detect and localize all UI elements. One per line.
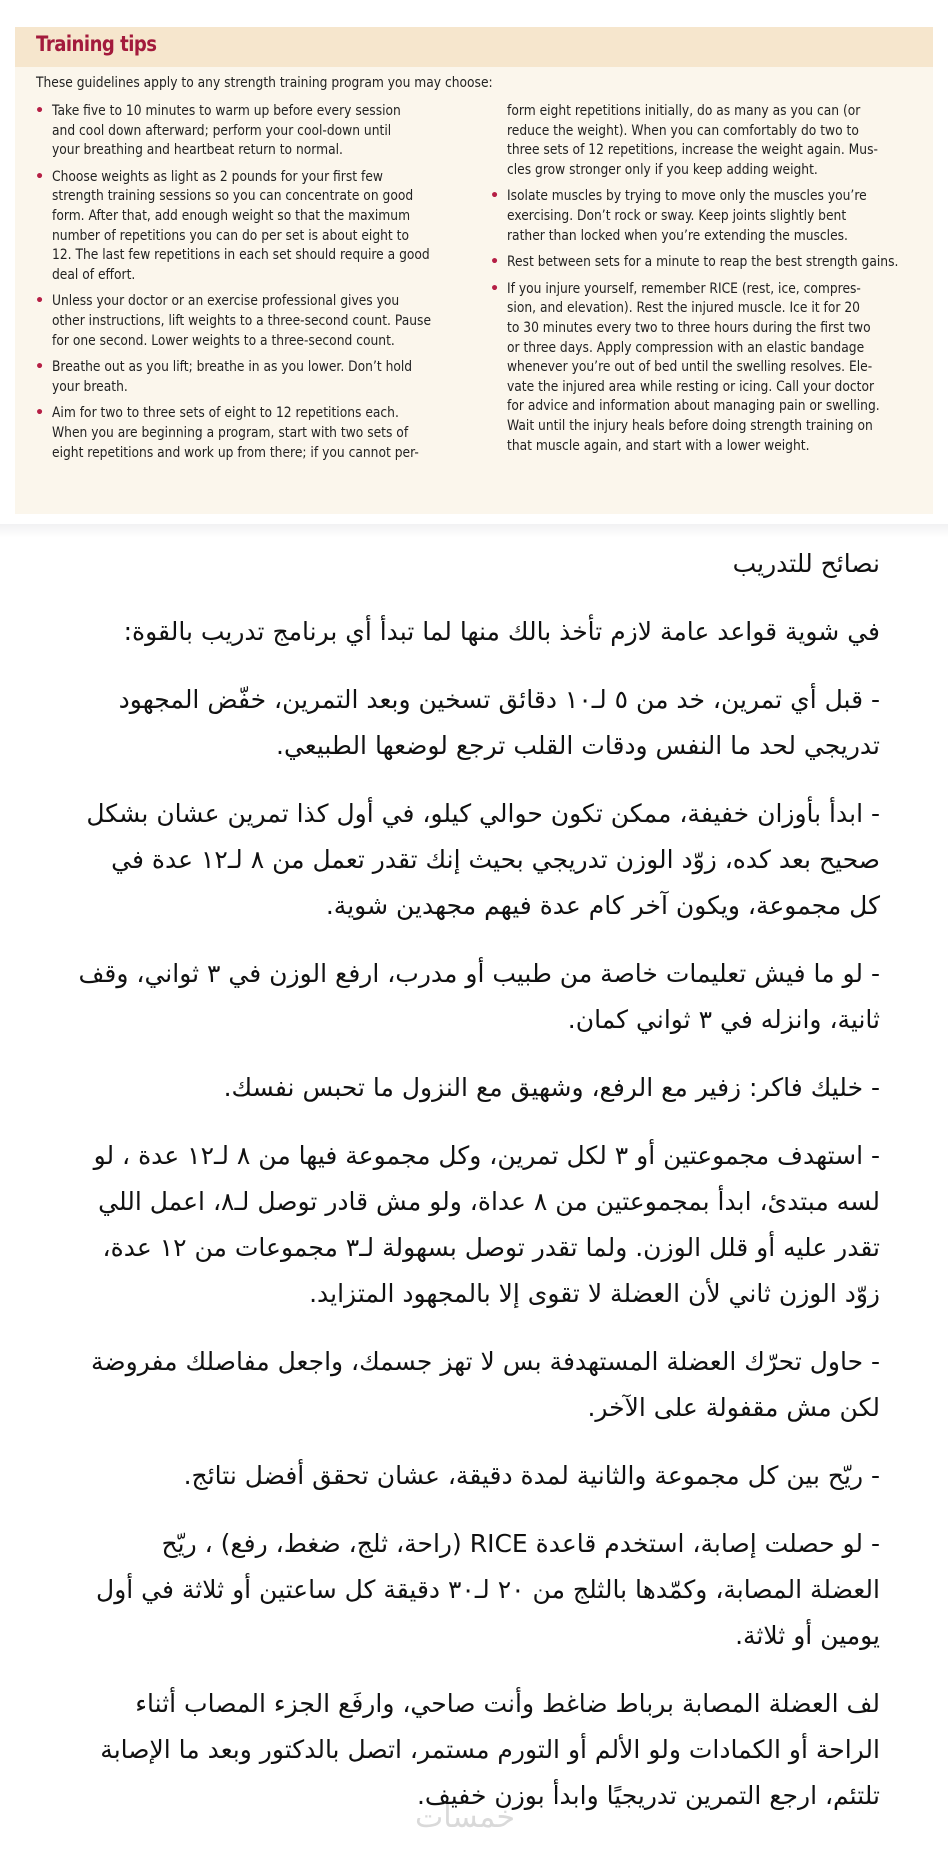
arabic-paragraph: [50, 1681, 880, 1819]
tip-line: sion, and elevation). Rest the injured muscle. Ice it for 20: [507, 300, 860, 317]
arabic-translation: [50, 541, 880, 1841]
bullet-icon: •: [490, 280, 500, 297]
tip-item: [488, 102, 932, 180]
tip-text: [52, 358, 476, 397]
tip-line: Aim for two to three sets of eight to 12 repetitions each.: [52, 405, 399, 422]
tip-line: Rest between sets for a minute to reap the best strength gains.: [507, 254, 899, 271]
tip-item: [488, 187, 932, 246]
arabic-line: تلتئم، ارجع التمرين تدريجيًا وابدأ بوزن خفيف.: [416, 1781, 880, 1810]
arabic-line: - استهدف مجموعتين أو ٣ لكل تمرين، وكل مجموعة فيها من ٨ لـ١٢ عدة ، لو: [93, 1141, 880, 1170]
tip-line: Unless your doctor or an exercise professional gives you: [52, 293, 400, 310]
tip-line: whenever you’re out of bed until the swelling resolves. Ele-: [507, 359, 873, 376]
tip-line: for advice and information about managing pain or swelling.: [507, 398, 880, 415]
tip-text: [52, 102, 476, 161]
tip-line: vate the injured area while resting or icing. Call your doctor: [507, 378, 875, 395]
arabic-line: زوّد الوزن ثاني لأن العضلة لا تقوى إلا بالمجهود المتزايد.: [309, 1279, 880, 1308]
arabic-line: كل مجموعة، ويكون آخر كام عدة فيهم مجهدين شوية.: [325, 891, 880, 920]
tip-line: cles grow stronger only if you keep adding weight.: [507, 161, 818, 178]
tip-line: for one second. Lower weights to a three-second count.: [52, 332, 395, 349]
tip-line: strength training sessions so you can concentrate on good: [52, 188, 414, 205]
tip-item: [33, 404, 477, 463]
arabic-line: ثانية، وانزله في ٣ ثواني كمان.: [567, 1005, 880, 1034]
arabic-line: صحيح بعد كده، زوّد الوزن تدريجي بحيث إنك تقدر تعمل من ٨ لـ١٢ عدة في: [111, 845, 880, 874]
right-column: [488, 102, 932, 463]
tip-line: If you injure yourself, remember RICE (rest, ice, compres-: [507, 280, 861, 297]
tip-line: 12. The last few repetitions in each set should require a good: [52, 247, 430, 264]
arabic-paragraph: [50, 1133, 880, 1317]
arabic-paragraph: [50, 951, 880, 1043]
arabic-line: لف العضلة المصابة برباط ضاغط وأنت صاحي، وارفَع الجزء المصاب أثناء: [135, 1689, 880, 1718]
panel-header: [15, 27, 933, 67]
tip-line: eight repetitions and work up from there; if you cannot per-: [52, 444, 419, 461]
tip-line: Breathe out as you lift; breathe in as you lower. Don’t hold: [52, 359, 413, 376]
bullet-icon: •: [35, 405, 45, 422]
tip-line: and cool down afterward; perform your cool-down until: [52, 122, 392, 139]
tip-text: [507, 280, 931, 456]
tip-line: Wait until the injury heals before doing strength training on: [507, 417, 873, 434]
tip-item: [488, 280, 932, 456]
tip-item: [33, 292, 477, 351]
arabic-body: [50, 609, 880, 1819]
arabic-line: الراحة أو الكمادات ولو الألم أو التورم مستمر، اتصل بالدكتور وبعد ما الإصابة: [100, 1735, 880, 1764]
tip-line: Choose weights as light as 2 pounds for your first few: [52, 168, 383, 185]
bullet-icon: •: [35, 103, 45, 119]
tip-line: form eight repetitions initially, do as many as you can (or: [507, 103, 861, 119]
arabic-paragraph: [50, 677, 880, 769]
arabic-line: - قبل أي تمرين، خد من ٥ لـ١٠ دقائق تسخين وبعد التمرين، خفّض المجهود: [118, 685, 880, 714]
left-column: [33, 102, 477, 470]
tip-line: or three days. Apply compression with an elastic bandage: [507, 339, 865, 356]
arabic-line: - حاول تحرّك العضلة المستهدفة بس لا تهز جسمك، واجعل مفاصلك مفروضة: [90, 1347, 880, 1376]
arabic-line: لكن مش مقفولة على الآخر.: [587, 1393, 880, 1422]
tip-line: number of repetitions you can do per set is about eight to: [52, 227, 410, 244]
arabic-paragraph: [50, 1339, 880, 1431]
arabic-line: - لو حصلت إصابة، استخدم قاعدة RICE (راحة، ثلج، ضغط، رفع) ، ريّح: [161, 1529, 880, 1558]
watermark-logo: خمسات: [415, 1800, 516, 1835]
right-tips-list: [488, 102, 932, 456]
tip-line: rather than locked when you’re extending the muscles.: [507, 227, 848, 244]
arabic-line: تدريجي لحد ما النفس ودقات القلب ترجع لوضعها الطبيعي.: [276, 731, 880, 760]
tip-line: Take five to 10 minutes to warm up before every session: [52, 103, 401, 119]
tip-line: deal of effort.: [52, 266, 136, 283]
arabic-paragraph: [50, 1065, 880, 1111]
tip-text: [507, 253, 931, 273]
arabic-line: يومين أو ثلاثة.: [735, 1621, 880, 1650]
bullet-icon: •: [35, 359, 45, 376]
tip-line: Isolate muscles by trying to move only the muscles you’re: [507, 188, 867, 205]
arabic-line: - خليك فاكر: زفير مع الرفع، وشهيق مع النزول ما تحبس نفسك.: [223, 1073, 880, 1102]
tip-text: [52, 292, 476, 351]
tip-text: [507, 102, 931, 180]
tip-line: When you are beginning a program, start with two sets of: [52, 424, 409, 441]
arabic-line: - ريّح بين كل مجموعة والثانية لمدة دقيقة، عشان تحقق أفضل نتائج.: [183, 1461, 880, 1490]
separator: [0, 524, 948, 538]
training-tips-panel: [15, 27, 933, 514]
arabic-paragraph: [50, 1453, 880, 1499]
tip-line: exercising. Don’t rock or sway. Keep joints slightly bent: [507, 207, 847, 224]
tip-item: [33, 168, 477, 286]
tip-item: [33, 102, 477, 161]
bullet-icon: •: [490, 254, 500, 271]
tip-line: reduce the weight). When you can comfortably do two to: [507, 122, 859, 139]
bullet-icon: •: [490, 188, 500, 205]
arabic-line: تقدر عليه أو قلل الوزن. ولما تقدر توصل بسهولة لـ٣ مجموعات من ١٢ عدة،: [102, 1233, 880, 1262]
arabic-line: لسه مبتدئ، ابدأ بمجموعتين من ٨ عداة، ولو مش قادر توصل لـ٨، اعمل اللي: [98, 1187, 880, 1216]
tip-text: [52, 168, 476, 286]
left-tips-list: [33, 102, 477, 463]
arabic-line: في شوية قواعد عامة لازم تأخذ بالك منها لما تبدأ أي برنامج تدريب بالقوة:: [123, 617, 880, 646]
arabic-paragraph: [50, 1521, 880, 1659]
tip-text: [507, 187, 931, 246]
arabic-line: - ابدأ بأوزان خفيفة، ممكن تكون حوالي كيلو، في أول كذا تمرين عشان بشكل: [86, 799, 880, 828]
tip-line: that muscle again, and start with a lower weight.: [507, 437, 810, 454]
tip-line: other instructions, lift weights to a three-second count. Pause: [52, 312, 432, 329]
tip-line: three sets of 12 repetitions, increase the weight again. Mus-: [507, 142, 878, 159]
arabic-line: العضلة المصابة، وكمّدها بالثلج من ٢٠ لـ٣٠ دقيقة كل ساعتين أو ثلاثة في أول: [96, 1575, 880, 1604]
panel-intro: These guidelines apply to any strength training program you may choose:: [36, 75, 493, 91]
arabic-title: نصائح للتدريب: [732, 549, 880, 578]
tip-line: your breathing and heartbeat return to normal.: [52, 142, 343, 159]
tip-line: form. After that, add enough weight so that the maximum: [52, 207, 411, 224]
bullet-icon: •: [35, 168, 45, 185]
tip-text: [52, 404, 476, 463]
bullet-icon: •: [35, 293, 45, 310]
tip-item: [33, 358, 477, 397]
arabic-paragraph: [50, 791, 880, 929]
arabic-paragraph: [50, 609, 880, 655]
tip-line: your breath.: [52, 378, 128, 395]
tip-line: to 30 minutes every two to three hours during the first two: [507, 319, 871, 336]
panel-title: Training tips: [36, 32, 157, 56]
tip-item: [488, 253, 932, 273]
arabic-line: - لو ما فيش تعليمات خاصة من طبيب أو مدرب، ارفع الوزن في ٣ ثواني، وقف: [78, 959, 880, 988]
